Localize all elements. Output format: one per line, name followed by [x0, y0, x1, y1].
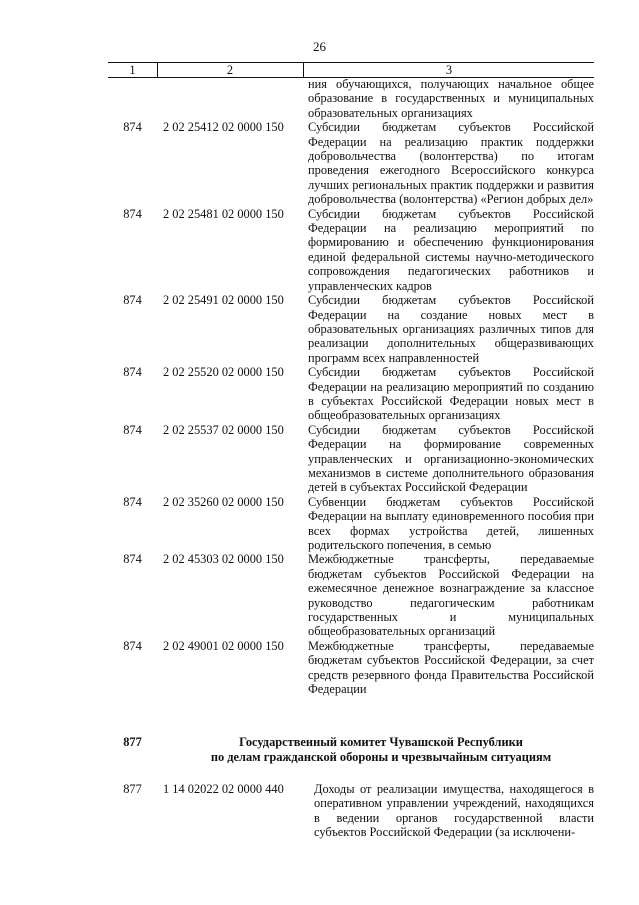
admin-code: 877 — [123, 782, 142, 796]
section-title-line-1: Государственный комитет Чувашской Республики — [239, 735, 523, 749]
admin-code: 874 — [123, 206, 142, 221]
table-row-continuation — [108, 77, 594, 120]
table-row — [108, 120, 594, 206]
budget-code: 2 02 25491 02 0000 150 — [163, 293, 284, 308]
admin-code: 874 — [123, 422, 142, 437]
page-number: 26 — [313, 39, 326, 54]
admin-code: 874 — [123, 293, 142, 308]
header-col-2: 2 — [157, 63, 304, 77]
admin-code: 874 — [123, 365, 142, 380]
budget-code: 2 02 35260 02 0000 150 — [163, 494, 284, 509]
section-heading — [108, 735, 594, 765]
table-header — [108, 62, 594, 78]
budget-code: 2 02 25537 02 0000 150 — [163, 422, 284, 437]
row-description: Межбюджетные трансферты, передаваемые бюджетам субъектов Российской Федерации на ежемесячное денежное вознаграждение за классное руководство педагогическим работникам государственных и муниципальных общеобразовательных организаций — [308, 552, 594, 639]
admin-code: 874 — [123, 120, 142, 135]
row-description: Субсидии бюджетам субъектов Российской Федерации на реализацию мероприятий по формированию и обеспечению функционирования единой федеральной системы научно-методического сопровождения педагогических работников и управленческих кадров — [308, 206, 594, 293]
row-description: Субсидии бюджетам субъектов Российской Федерации на реализацию мероприятий по созданию в субъектах Российской Федерации новых мест в общеобразовательных организациях — [308, 365, 594, 423]
row-description: Субсидии бюджетам субъектов Российской Федерации на реализацию практик поддержки добровольчества (волонтерства) по итогам проведения ежегодного Всероссийского конкурса лучших региональных практик поддержки и развития добровольчества (волонтерства) «Регион добрых дел» — [308, 120, 594, 207]
row-description: Субвенции бюджетам субъектов Российской Федерации на выплату единовременного пособия при всех формах устройства детей, лишенных родительского попечения, в семью — [308, 494, 594, 552]
budget-code: 1 14 02022 02 0000 440 — [163, 782, 284, 796]
budget-code: 2 02 49001 02 0000 150 — [163, 638, 284, 653]
continuation-text: ния обучающихся, получающих начальное общее образование в государственных и муниципальных образовательных организациях — [308, 77, 594, 120]
table-row — [108, 365, 594, 423]
header-col-3: 3 — [445, 63, 453, 77]
budget-code: 2 02 45303 02 0000 150 — [163, 552, 284, 567]
row-description: Межбюджетные трансферты, передаваемые бюджетам субъектов Российской Федерации, за счет средств резервного фонда Правительства Российской Федерации — [308, 638, 594, 697]
admin-code: 874 — [123, 638, 142, 653]
table-row — [108, 495, 594, 553]
table-row — [108, 293, 594, 365]
row-description: Доходы от реализации имущества, находящегося в оперативном управлении учреждений, находящихся в ведении органов государственной власти субъектов Российской Федерации (за исключени- — [314, 782, 594, 840]
table-row — [108, 423, 594, 495]
budget-code: 2 02 25481 02 0000 150 — [163, 206, 284, 221]
row-description: Субсидии бюджетам субъектов Российской Федерации на создание новых мест в образовательных организациях различных типов для реализации дополнительных общеразвивающих программ всех направленностей — [308, 293, 594, 365]
budget-code: 2 02 25520 02 0000 150 — [163, 365, 284, 380]
admin-code: 874 — [123, 552, 142, 567]
section-title-line-2: по делам гражданской обороны и чрезвычайным ситуациям — [210, 750, 552, 764]
header-col-1: 1 — [108, 63, 158, 77]
table-row — [108, 782, 594, 840]
table-row — [108, 639, 594, 697]
table-row — [108, 552, 594, 638]
table-body — [108, 77, 594, 696]
table-row — [108, 207, 594, 293]
section-admin-code: 877 — [123, 735, 142, 749]
admin-code: 874 — [123, 494, 142, 509]
budget-code: 2 02 25412 02 0000 150 — [163, 120, 284, 135]
row-description: Субсидии бюджетам субъектов Российской Федерации на формирование современных управленческих и организационно-экономических механизмов в системе дополнительного образования детей в субъектах Российской Федерации — [308, 422, 594, 495]
